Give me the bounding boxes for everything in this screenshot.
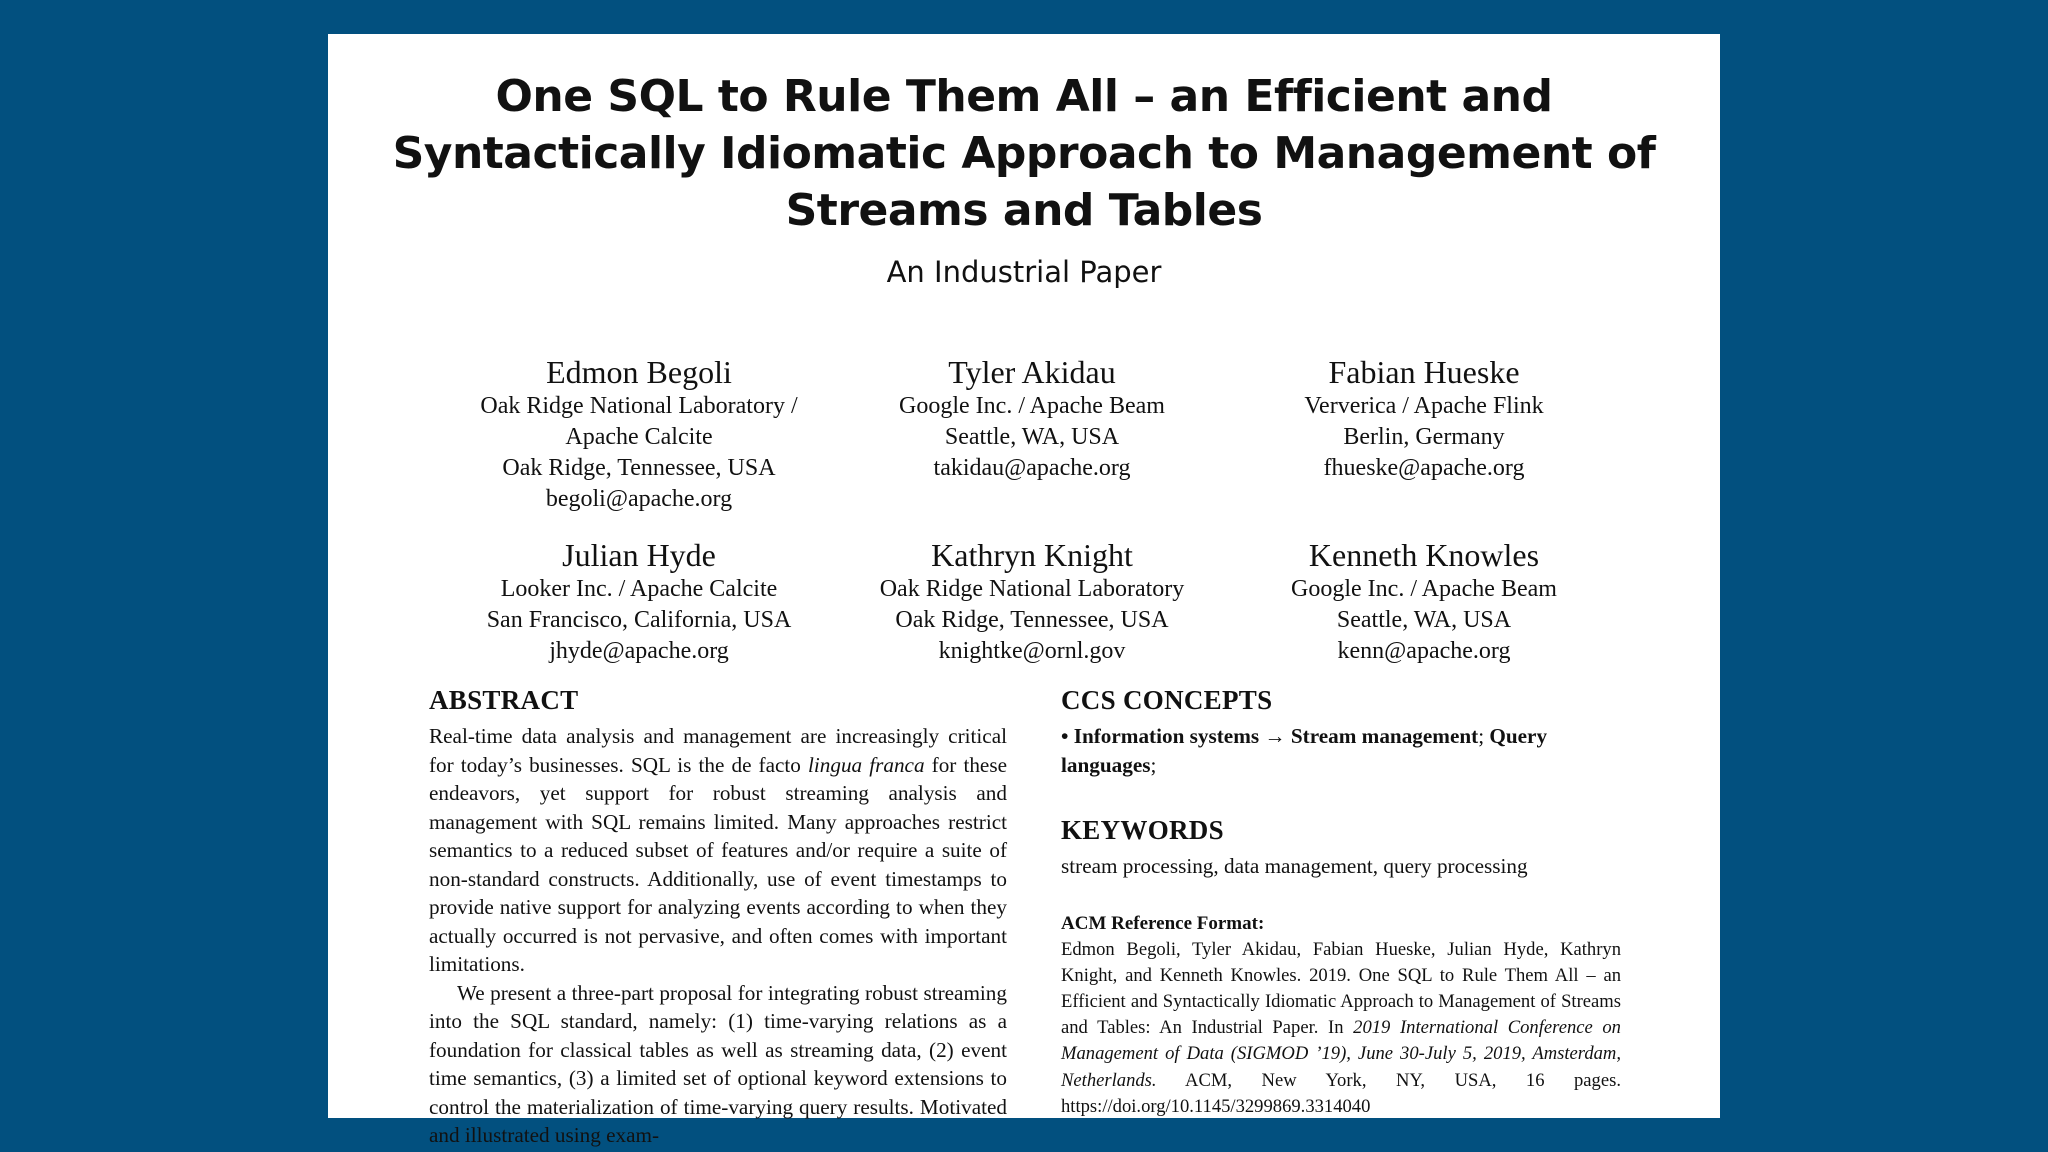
paper-page <box>328 34 1720 1147</box>
paper-subtitle: An Industrial Paper <box>886 255 1162 289</box>
acm-text: Edmon Begoli, Tyler Akidau, Fabian Hueske, Julian Hyde, Kathryn Knight, and Kenneth Knowles. 2019. One SQL to Rule Them All – an Efficient and Syntactically Idiomatic Approach to Management of Streams and Tables: An Industrial Paper. In <box>1061 938 1621 1039</box>
acm-text: ACM, New York, NY, USA, 16 pages. https://doi.org/10.1145/3299869.3314040 <box>1061 1069 1621 1117</box>
abstract-section <box>429 682 1007 1150</box>
author-email: fhueske@apache.org <box>1323 455 1525 481</box>
acm-reference-heading: ACM Reference Format: <box>1061 912 1265 934</box>
keywords-heading: KEYWORDS <box>1061 815 1224 845</box>
author-block <box>443 536 835 667</box>
author-block <box>836 353 1228 484</box>
acm-reference-text <box>1061 937 1621 1120</box>
ccs-separator: ; <box>1150 752 1157 777</box>
title-line: Streams and Tables <box>785 185 1263 236</box>
author-location: Berlin, Germany <box>1343 424 1505 450</box>
author-affiliation: Ververica / Apache Flink <box>1304 393 1544 419</box>
paper-title <box>328 68 1720 239</box>
ccs-concept: • Information systems → Stream management <box>1061 724 1479 748</box>
author-affiliation: Oak Ridge National Laboratory / <box>480 393 798 419</box>
author-affiliation: Google Inc. / Apache Beam <box>899 393 1165 419</box>
author-name: Julian Hyde <box>562 537 716 573</box>
author-email: begoli@apache.org <box>545 486 733 512</box>
author-location: Oak Ridge, Tennessee, USA <box>502 455 776 481</box>
ccs-separator: ; <box>1478 724 1490 748</box>
author-email: knightke@ornl.gov <box>938 638 1126 664</box>
author-location: Seattle, WA, USA <box>1336 607 1512 633</box>
author-name: Kathryn Knight <box>931 537 1133 573</box>
author-email: takidau@apache.org <box>933 455 1131 481</box>
title-line: Syntactically Idiomatic Approach to Management of <box>392 128 1656 179</box>
acm-venue: 2019 International Conference on Management of Data (SIGMOD ’19), June 30-July 5, 2019, Amsterdam, Netherlands. <box>1061 1017 1621 1091</box>
author-email: jhyde@apache.org <box>549 638 729 664</box>
author-block <box>443 353 835 515</box>
author-affiliation: Google Inc. / Apache Beam <box>1291 576 1557 602</box>
ccs-concepts <box>1061 722 1621 779</box>
author-name: Fabian Hueske <box>1328 354 1520 390</box>
abstract-paragraph: We present a three-part proposal for integrating robust streaming into the SQL standard, namely: (1) time-varying relations as a foundation for classical tables as well as streaming data, (2) event time semantics, (3) a limited set of optional keyword extensions to control the materialization of time-varying query results. Motivated and illustrated using exam- <box>429 980 1007 1147</box>
author-email: kenn@apache.org <box>1337 638 1511 664</box>
abstract-paragraph <box>429 722 1007 979</box>
author-affiliation: Apache Calcite <box>565 424 713 450</box>
right-column <box>1061 682 1621 1120</box>
author-name: Tyler Akidau <box>948 354 1116 390</box>
author-location: San Francisco, California, USA <box>486 607 792 633</box>
ccs-concept: Query languages <box>1061 724 1548 777</box>
author-location: Oak Ridge, Tennessee, USA <box>895 607 1169 633</box>
abstract-text: Real-time data analysis and management are increasingly critical for today’s businesses. SQL is the de facto <box>429 724 1007 777</box>
ccs-heading: CCS CONCEPTS <box>1061 685 1273 715</box>
abstract-text: for these endeavors, yet support for robust streaming analysis and management with SQL remains limited. Many approaches restrict semantics to a reduced subset of features and/or require a suite of non-standard constructs. Additionally, use of event timestamps to provide native support for analyzing events according to when they actually occurred is not pervasive, and often comes with important limitations. <box>429 752 1007 976</box>
author-name: Edmon Begoli <box>546 354 732 390</box>
abstract-body <box>429 722 1007 1150</box>
author-name: Kenneth Knowles <box>1308 537 1540 573</box>
author-affiliation: Oak Ridge National Laboratory <box>879 576 1185 602</box>
abstract-heading: ABSTRACT <box>429 685 579 715</box>
author-block <box>836 536 1228 667</box>
author-block <box>1228 353 1620 484</box>
author-affiliation: Looker Inc. / Apache Calcite <box>500 576 778 602</box>
author-location: Seattle, WA, USA <box>944 424 1120 450</box>
author-block <box>1228 536 1620 667</box>
title-line: One SQL to Rule Them All – an Efficient and <box>495 71 1553 122</box>
abstract-italic: lingua franca <box>808 752 925 777</box>
keywords-text: stream processing, data management, query processing <box>1061 854 1528 878</box>
